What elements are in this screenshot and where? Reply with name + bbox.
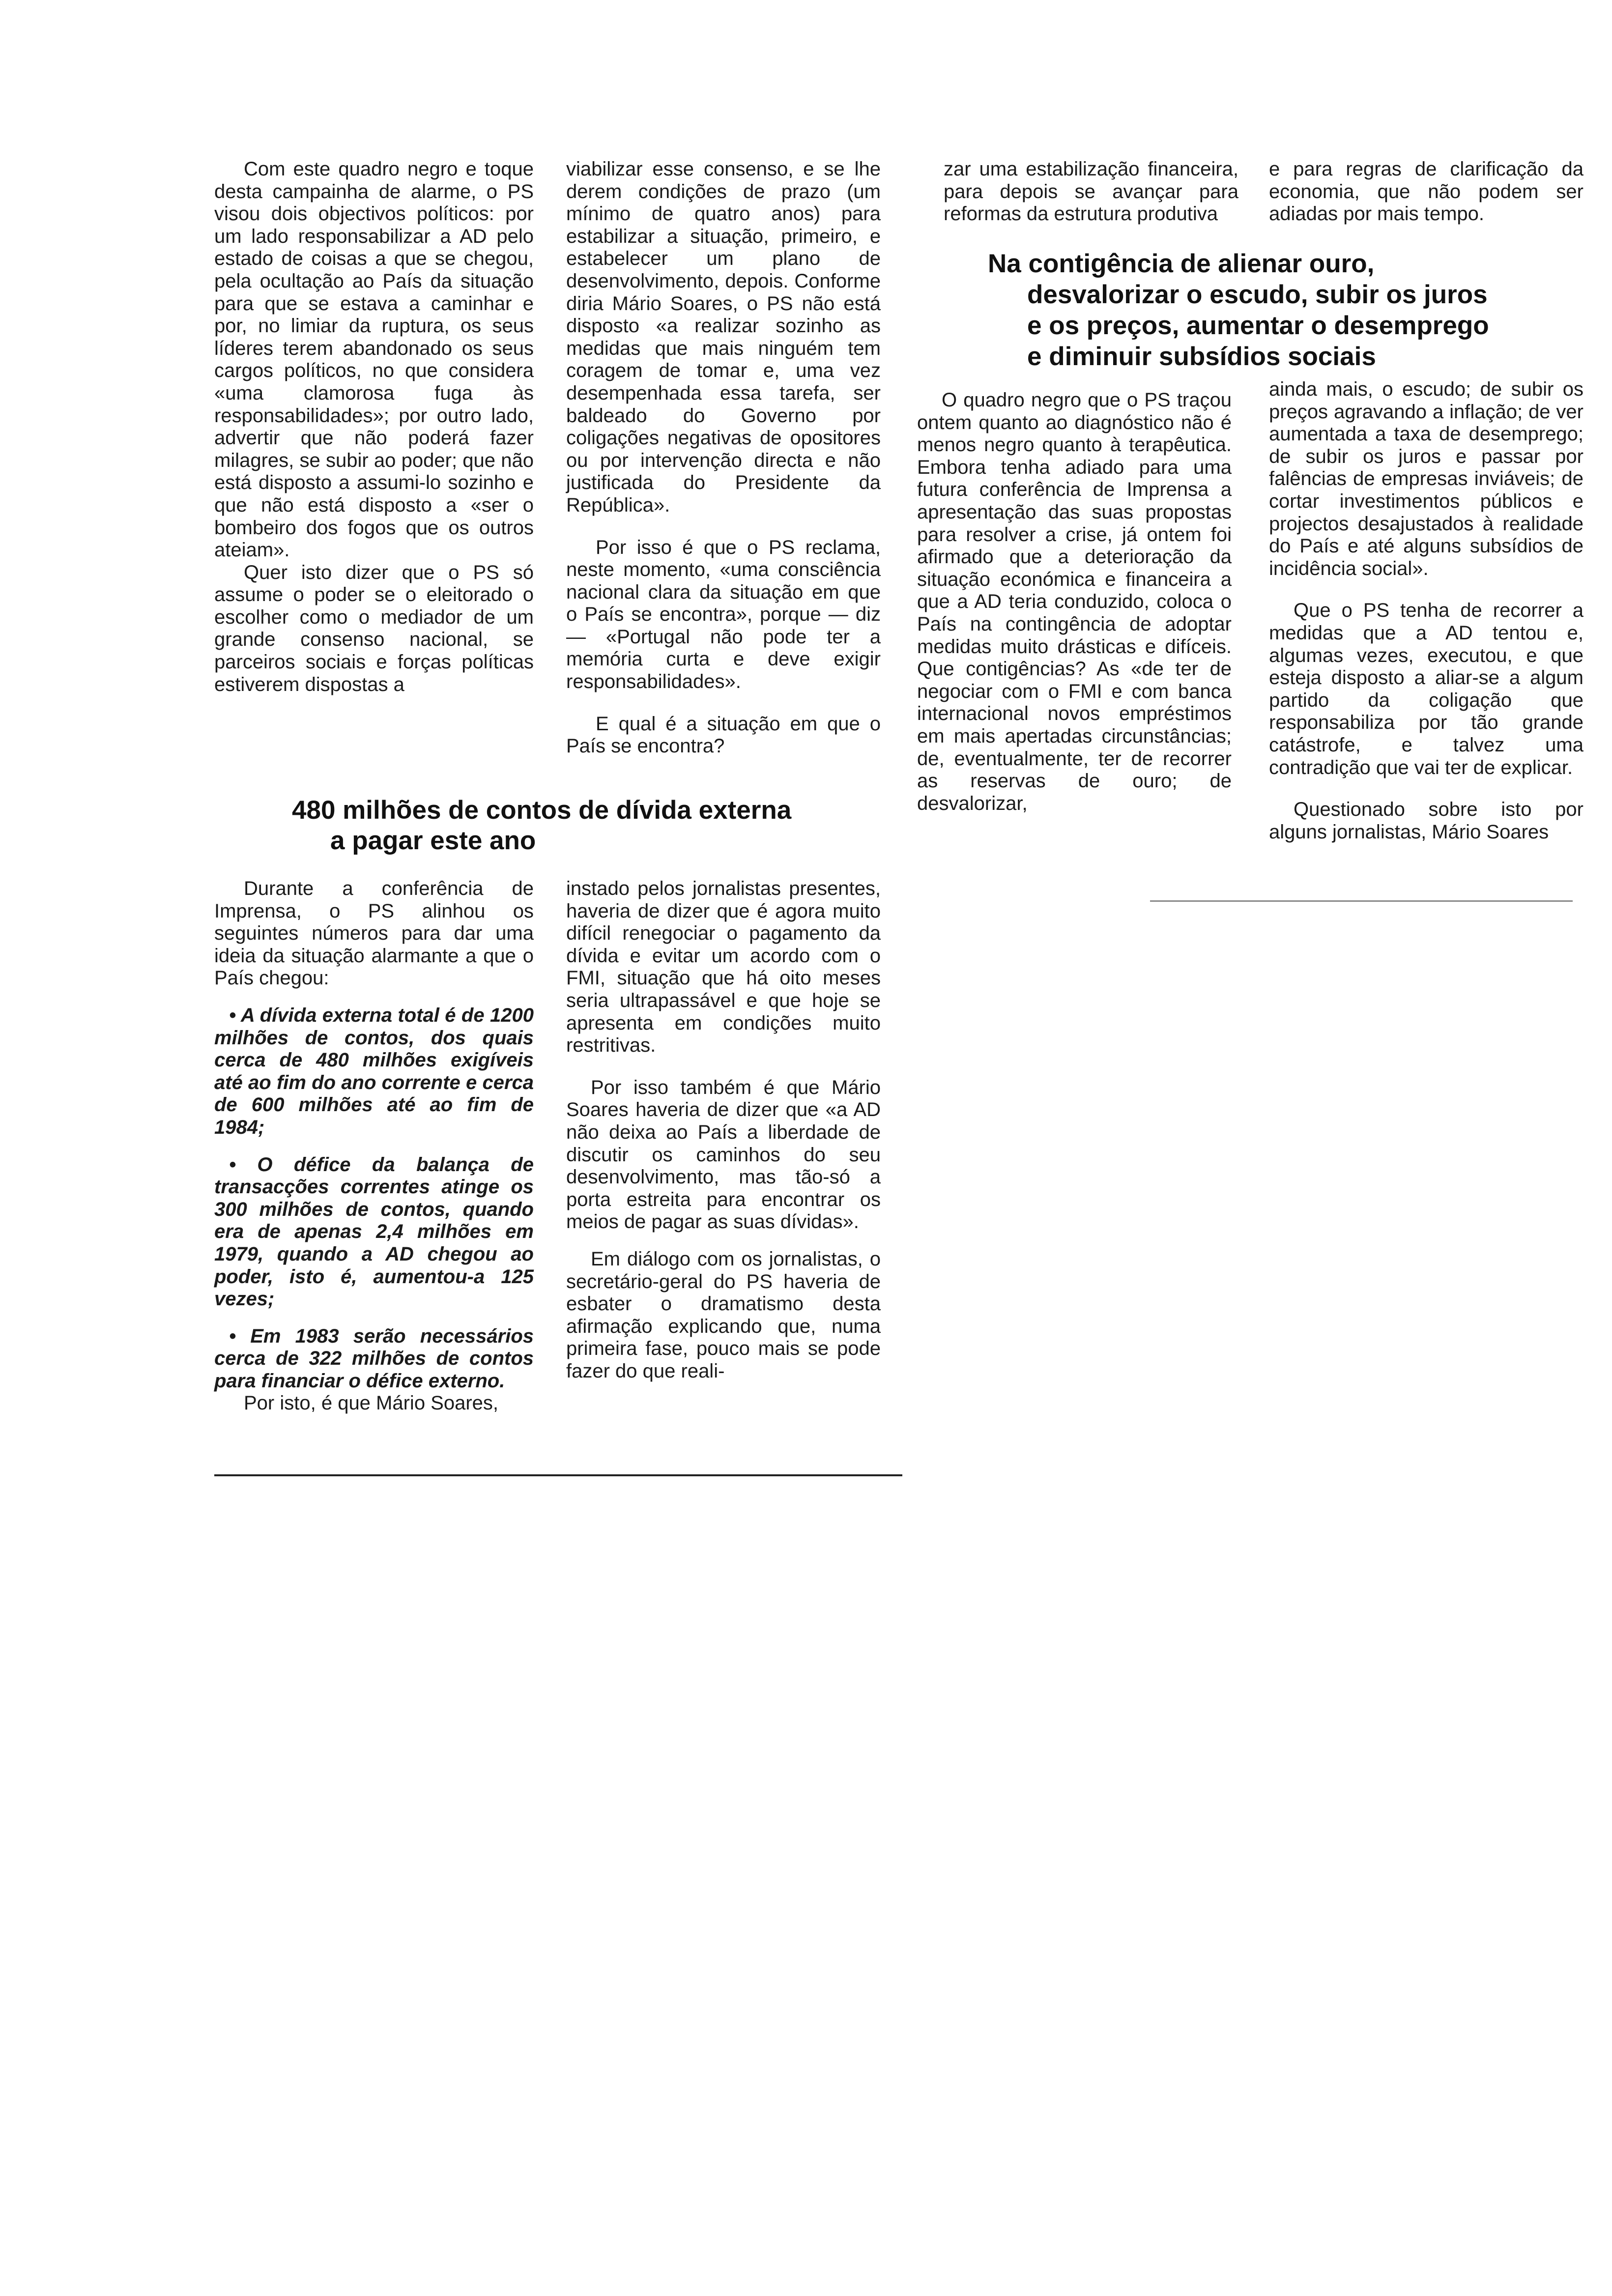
paragraph: Por isto, é que Mário Soares, [244, 1392, 499, 1414]
paragraph: Quer isto dizer que o PS só assume o poder se o eleitorado o escolher como o mediador de um grande consenso nacional, se parceiros sociais e forças políticas estiverem dispostas a [214, 561, 534, 695]
headline-line: e diminuir subsídios sociais [1027, 342, 1376, 371]
headline-line: e os preços, aumentar o desemprego [1027, 311, 1489, 340]
paragraph: Questionado sobre isto por alguns jornalistas, Mário Soares [1269, 799, 1583, 843]
headline-line: desvalorizar o escudo, subir os juros [1027, 280, 1488, 309]
headline-left [292, 795, 931, 856]
paragraph: Que o PS tenha de recorrer a medidas que a AD tentou e, algumas vezes, executou, e que esteja disposto a aliar-se a algum partido da coligação que responsabiliza por tão grande catástrofe, e talvez uma contradição que vai ter de explicar. [1269, 600, 1583, 778]
section-2-column-1 [917, 389, 1232, 815]
intro-column-1 [214, 158, 534, 696]
headline-line: Na contigência de alienar ouro, [988, 249, 1375, 278]
paragraph: Durante a conferência de Imprensa, o PS alinhou os seguintes números para dar uma ideia da situação alarmante a que o País chegou: [214, 878, 534, 989]
paragraph: Por isso também é que Mário Soares haveria de dizer que «a AD não deixa ao País a liberdade de discutir os caminhos do seu desenvolvimento, mas tão-só a porta estreita para encontrar os meios de pagar as suas dívidas». [566, 1076, 881, 1233]
divider-rule-bottom [214, 1474, 902, 1476]
paragraph: Com este quadro negro e toque desta campainha de alarme, o PS visou dois objectivos políticos: por um lado responsabilizar a AD pelo estado de coisas a que se chegou, pela ocultação ao País da situação para que se estava a caminhar e por, no limiar da ruptura, os seus líderes terem abandonado os seus cargos políticos, no que considera «uma clamorosa fuga às responsabilidades»; por outro lado, advertir que não poderá fazer milagres, se subir ao poder; que não está disposto a assumi-lo sozinho e que não está disposto a «ser o bombeiro dos fogos que os outros ateiam». [214, 158, 534, 561]
paragraph: instado pelos jornalistas presentes, haveria de dizer que é agora muito difícil renegociar o pagamento da dívida e evitar um acordo com o FMI, situação que há oito meses seria ultrapassável e que hoje se apresenta em condições muito restritivas. [566, 878, 881, 1057]
paragraph: Em diálogo com os jornalistas, o secretário-geral do PS haveria de esbater o dramatismo desta afirmação explicando que, numa primeira fase, pouco mais se pode fazer do que reali- [566, 1248, 881, 1382]
paragraph: zar uma estabilização financeira, para depois se avançar para reformas da estrutura produtiva [944, 158, 1238, 225]
intro-column-3 [944, 158, 1238, 226]
headline-right [988, 248, 1568, 372]
headline-line: 480 milhões de contos de dívida externa [292, 796, 792, 825]
intro-column-4 [1269, 158, 1583, 226]
divider-rule-right [1150, 900, 1573, 902]
paragraph: E qual é a situação em que o País se encontra? [566, 713, 881, 757]
paragraph: O quadro negro que o PS traçou ontem quanto ao diagnóstico não é menos negro quanto à terapêutica. Embora tenha adiado para uma futura conferência de Imprensa a apresentação das suas propostas para resolver a crise, já ontem foi afirmado que a deterioração da situação económica e financeira a que a AD teria conduzido, coloca o País na contingência de adoptar medidas muito drásticas e difíceis. Que contigências? As «de ter de negociar com o FMI e com banca internacional novos empréstimos em mais apertadas circunstâncias; de, eventualmente, ter de recorrer as reservas de ouro; de desvalorizar, [917, 389, 1232, 814]
paragraph: e para regras de clarificação da economia, que não podem ser adiadas por mais tempo. [1269, 158, 1583, 225]
paragraph: ainda mais, o escudo; de subir os preços agravando a inflação; de ver aumentada a taxa de desemprego; de subir os juros e passar por falências de empresas inviáveis; de cortar investimentos públicos e projectos desajustados à realidade do País e até alguns subsídios de incidência social». [1269, 378, 1583, 579]
bullet-item: • A dívida externa total é de 1200 milhões de contos, dos quais cerca de 480 milhões exigíveis até ao fim do ano corrente e cerca de 600 milhões até ao fim de 1984; [214, 1004, 534, 1138]
bullet-item: • Em 1983 serão necessários cerca de 322 milhões de contos para financiar o défice externo. [214, 1325, 534, 1392]
paragraph: Por isso é que o PS reclama, neste momento, «uma consciência nacional clara da situação em que o País se encontra», porque — diz — «Portugal não pode ter a memória curta e deve exigir responsabilidades». [566, 536, 881, 693]
section-2-column-2 [1269, 378, 1583, 843]
paragraph: viabilizar esse consenso, e se lhe derem condições de prazo (um mínimo de quatro anos) para estabilizar a situação, primeiro, e estabelecer um plano de desenvolvimento, depois. Conforme diria Mário Soares, o PS não está disposto «a realizar sozinho as medidas que mais ninguém tem coragem de tomar e, uma vez desempenhada essa tarefa, ser baldeado do Governo por coligações negativas de opositores ou por intervenção directa e não justificada do Presidente da República». [566, 158, 881, 516]
section-1-column-2 [566, 878, 881, 1382]
headline-line: a pagar este ano [330, 826, 536, 855]
intro-column-2 [566, 158, 881, 758]
section-1-column-1 [214, 878, 534, 1415]
bullet-item: • O défice da balança de transacções correntes atinge os 300 milhões de contos, quando era de apenas 2,4 milhões em 1979, quando a AD chegou ao poder, isto é, aumentou-a 125 vezes; [214, 1153, 534, 1310]
